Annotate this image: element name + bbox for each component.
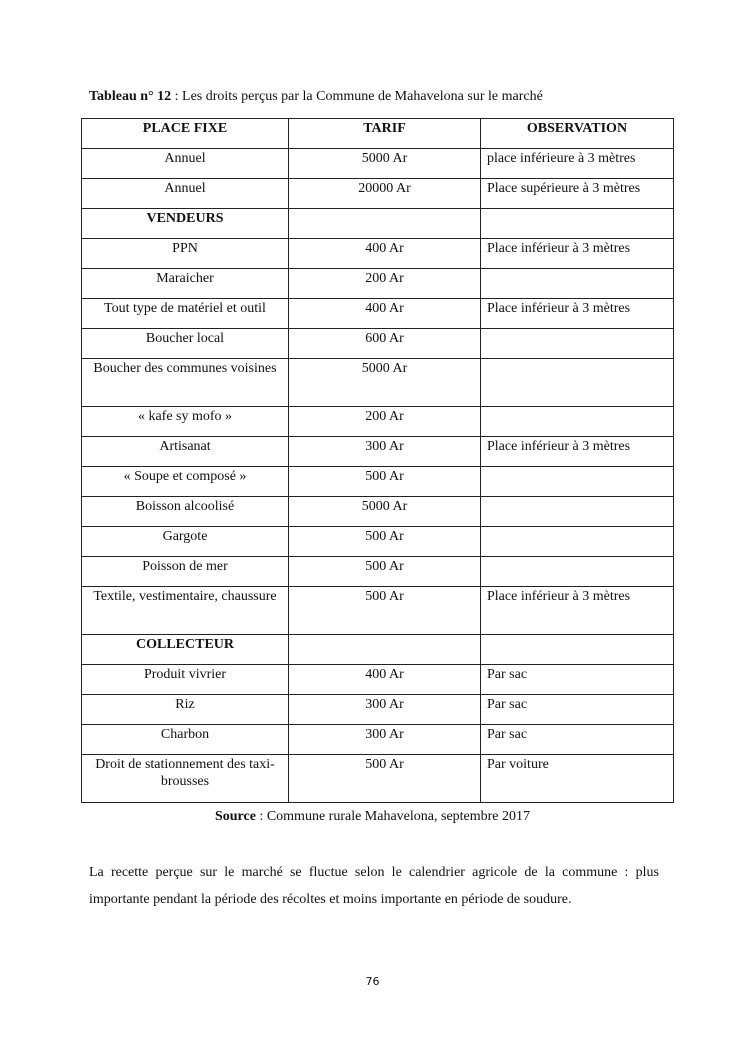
- cell-observation: [481, 359, 674, 407]
- cell-place: Textile, vestimentaire, chaussure: [82, 587, 289, 635]
- cell-observation: Place inférieur à 3 mètres: [481, 437, 674, 467]
- table-row: [82, 587, 674, 635]
- cell-place: Boucher local: [82, 329, 289, 359]
- source-text: : Commune rurale Mahavelona, septembre 2017: [255, 809, 531, 824]
- cell-place: Gargote: [82, 527, 289, 557]
- table-row: [82, 179, 674, 209]
- body-paragraph: La recette perçue sur le marché se fluctue selon le calendrier agricole de la commune : plus importante pendant la période des récoltes et moins importante en période de soudure.: [89, 865, 659, 907]
- cell-tarif: [289, 209, 481, 239]
- cell-place: Poisson de mer: [82, 557, 289, 587]
- cell-observation: Par sac: [481, 695, 674, 725]
- cell-tarif: [289, 635, 481, 665]
- cell-tarif: 300 Ar: [289, 695, 481, 725]
- cell-tarif: 5000 Ar: [289, 497, 481, 527]
- cell-tarif: 500 Ar: [289, 557, 481, 587]
- table-row: [82, 755, 674, 803]
- cell-observation: Place inférieur à 3 mètres: [481, 587, 674, 635]
- cell-tarif: 5000 Ar: [289, 359, 481, 407]
- table-caption-label: Tableau n° 12: [89, 89, 172, 104]
- table-row: [82, 269, 674, 299]
- source-label: Source: [214, 809, 256, 824]
- table-row: [82, 437, 674, 467]
- section-label: VENDEURS: [82, 209, 289, 239]
- table-row: [82, 239, 674, 269]
- table-row: [82, 149, 674, 179]
- header-tarif: TARIF: [289, 119, 481, 149]
- cell-tarif: 600 Ar: [289, 329, 481, 359]
- table-header-row: [82, 119, 674, 149]
- cell-place: Boucher des communes voisines: [82, 359, 289, 407]
- cell-observation: Par voiture: [481, 755, 674, 803]
- cell-observation: [481, 209, 674, 239]
- cell-observation: Place inférieur à 3 mètres: [481, 239, 674, 269]
- cell-place: Annuel: [82, 179, 289, 209]
- cell-tarif: 300 Ar: [289, 437, 481, 467]
- table-row: [82, 329, 674, 359]
- cell-tarif: 400 Ar: [289, 665, 481, 695]
- cell-tarif: 500 Ar: [289, 587, 481, 635]
- cell-tarif: 200 Ar: [289, 407, 481, 437]
- cell-observation: [481, 467, 674, 497]
- tariff-table: [81, 118, 674, 803]
- table-row: [82, 665, 674, 695]
- cell-tarif: 400 Ar: [289, 239, 481, 269]
- cell-place: PPN: [82, 239, 289, 269]
- header-place-fixe: PLACE FIXE: [82, 119, 289, 149]
- cell-observation: Par sac: [481, 725, 674, 755]
- table-source: [0, 808, 745, 826]
- cell-observation: [481, 407, 674, 437]
- cell-observation: [481, 635, 674, 665]
- cell-place: Maraicher: [82, 269, 289, 299]
- cell-place: Artisanat: [82, 437, 289, 467]
- cell-tarif: 500 Ar: [289, 527, 481, 557]
- table-row: [82, 497, 674, 527]
- cell-tarif: 300 Ar: [289, 725, 481, 755]
- cell-observation: [481, 269, 674, 299]
- cell-observation: [481, 329, 674, 359]
- cell-observation: [481, 557, 674, 587]
- cell-place: Produit vivrier: [82, 665, 289, 695]
- page-number: 76: [365, 975, 380, 988]
- table-row: [82, 359, 674, 407]
- cell-tarif: 400 Ar: [289, 299, 481, 329]
- table-row: [82, 407, 674, 437]
- cell-observation: place inférieure à 3 mètres: [481, 149, 674, 179]
- cell-tarif: 5000 Ar: [289, 149, 481, 179]
- cell-place: Annuel: [82, 149, 289, 179]
- cell-place: Riz: [82, 695, 289, 725]
- table-caption-text: : Les droits perçus par la Commune de Mahavelona sur le marché: [171, 89, 543, 104]
- cell-place: Boisson alcoolisé: [82, 497, 289, 527]
- header-observation: OBSERVATION: [481, 119, 674, 149]
- cell-place: « kafe sy mofo »: [82, 407, 289, 437]
- cell-observation: Place inférieur à 3 mètres: [481, 299, 674, 329]
- section-row-collecteur: [82, 635, 674, 665]
- cell-place: Droit de stationnement des taxi-brousses: [82, 755, 289, 803]
- section-row-vendeurs: [82, 209, 674, 239]
- cell-observation: Par sac: [481, 665, 674, 695]
- table-row: [82, 467, 674, 497]
- table-row: [82, 527, 674, 557]
- cell-place: Charbon: [82, 725, 289, 755]
- cell-tarif: 500 Ar: [289, 467, 481, 497]
- table-row: [82, 557, 674, 587]
- section-label: COLLECTEUR: [82, 635, 289, 665]
- cell-place: « Soupe et composé »: [82, 467, 289, 497]
- cell-tarif: 200 Ar: [289, 269, 481, 299]
- cell-observation: [481, 497, 674, 527]
- table-row: [82, 695, 674, 725]
- table-caption: [89, 88, 543, 106]
- cell-tarif: 20000 Ar: [289, 179, 481, 209]
- cell-observation: Place supérieure à 3 mètres: [481, 179, 674, 209]
- table-row: [82, 725, 674, 755]
- cell-place: Tout type de matériel et outil: [82, 299, 289, 329]
- table-row: [82, 299, 674, 329]
- cell-observation: [481, 527, 674, 557]
- cell-tarif: 500 Ar: [289, 755, 481, 803]
